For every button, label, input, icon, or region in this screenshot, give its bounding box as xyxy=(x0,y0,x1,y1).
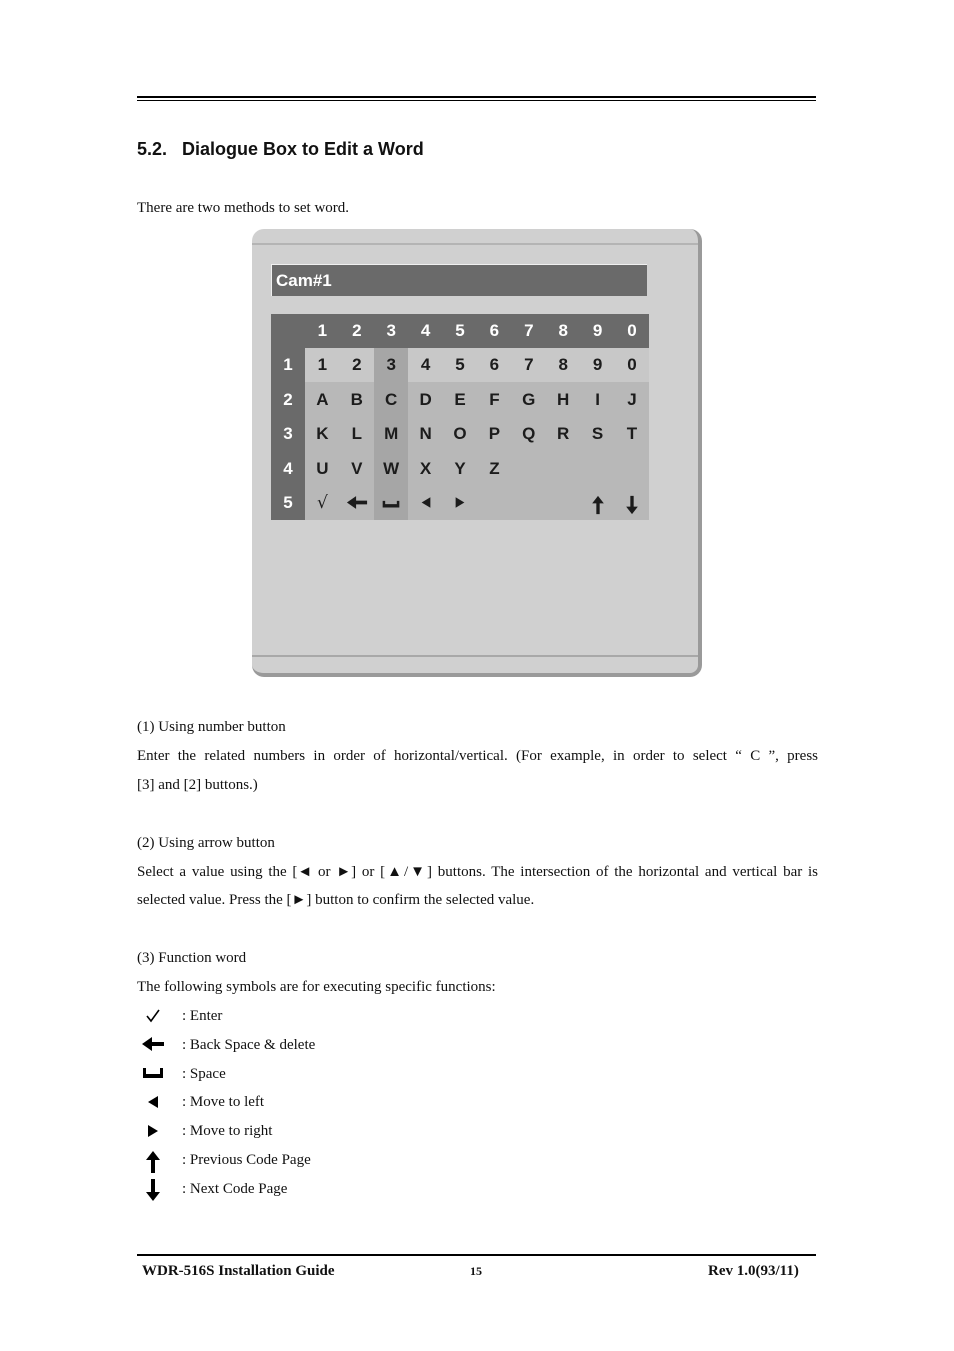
symbol-label-down: : Next Code Page xyxy=(182,1181,288,1197)
dialog-top-bevel xyxy=(252,243,698,245)
column-header-5: 5 xyxy=(455,321,465,340)
left-triangle-icon[interactable] xyxy=(409,486,443,520)
grid-cell-Z[interactable]: Z xyxy=(489,458,500,478)
method3-title: (3) Function word xyxy=(137,950,247,966)
grid-cell-K[interactable]: K xyxy=(316,424,329,444)
column-header-3: 3 xyxy=(386,321,396,340)
grid-cell-Q[interactable]: Q xyxy=(522,424,536,444)
grid-cell-D[interactable]: D xyxy=(419,389,432,409)
right-triangle-icon[interactable] xyxy=(443,486,477,520)
check-icon xyxy=(140,1007,166,1029)
row-header-4: 4 xyxy=(283,458,293,478)
grid-cell-1[interactable]: 1 xyxy=(317,355,328,375)
dialog-bottom-bevel xyxy=(252,655,698,657)
row-header-5: 5 xyxy=(283,493,293,512)
left-triangle-icon xyxy=(140,1094,166,1116)
grid-cell-C[interactable]: C xyxy=(385,389,398,409)
section-title: Dialogue Box to Edit a Word xyxy=(182,139,424,159)
edit-word-dialog xyxy=(252,229,702,677)
row-header-2: 2 xyxy=(283,389,293,409)
footer-rule xyxy=(137,1254,816,1256)
column-header-6: 6 xyxy=(489,321,500,340)
column-header-9: 9 xyxy=(592,321,603,340)
grid-cell-4[interactable]: 4 xyxy=(420,355,431,375)
method1-line2: [3] and [2] buttons.) xyxy=(137,777,258,793)
grid-cell-J[interactable]: J xyxy=(627,389,637,409)
intro-text: There are two methods to set word. xyxy=(137,200,350,216)
grid-cell-I[interactable]: I xyxy=(595,389,600,409)
footer-revision: Rev 1.0(93/11) xyxy=(708,1263,799,1279)
symbol-label-up: : Previous Code Page xyxy=(182,1152,311,1168)
column-header-2: 2 xyxy=(352,321,362,340)
symbol-label-space: : Space xyxy=(182,1066,226,1082)
grid-cell-Y[interactable]: Y xyxy=(454,458,466,478)
symbol-label-enter: : Enter xyxy=(182,1008,223,1024)
symbol-label-right: : Move to right xyxy=(182,1123,273,1139)
column-header-7: 7 xyxy=(524,321,534,340)
header-rule xyxy=(137,96,816,98)
grid-cell-M[interactable]: M xyxy=(384,424,399,444)
grid-cell-R[interactable]: R xyxy=(557,424,570,444)
grid-cell-S[interactable]: S xyxy=(591,424,604,444)
grid-cell-6[interactable]: 6 xyxy=(489,355,500,375)
method2-line2: selected value. Press the [►] button to confirm the selected value. xyxy=(137,892,535,908)
backspace-icon xyxy=(140,1036,166,1058)
dialog-title-bar: Cam#1 xyxy=(271,264,647,296)
column-header-8: 8 xyxy=(558,321,568,340)
symbol-label-left: : Move to left xyxy=(182,1094,265,1110)
grid-cell-O[interactable]: O xyxy=(453,424,467,444)
row-header-3: 3 xyxy=(283,424,293,444)
character-grid xyxy=(271,314,649,520)
method1-line1: Enter the related numbers in order of horizontal/vertical. (For example, in order to select “ C ”, press xyxy=(137,748,818,764)
section-number: 5.2. xyxy=(137,139,168,159)
footer-title: WDR-516S Installation Guide xyxy=(142,1263,335,1279)
grid-cell-T[interactable]: T xyxy=(626,424,638,444)
grid-cell-V[interactable]: V xyxy=(351,458,363,478)
grid-cell-9[interactable]: 9 xyxy=(592,355,603,375)
grid-cell-2[interactable]: 2 xyxy=(352,355,362,375)
grid-cell-L[interactable]: L xyxy=(351,424,362,444)
column-header-4: 4 xyxy=(420,321,431,340)
symbol-label-backspace: : Back Space & delete xyxy=(182,1037,316,1053)
down-arrow-icon[interactable] xyxy=(615,486,649,520)
column-header-1: 1 xyxy=(317,321,328,340)
grid-cell-F[interactable]: F xyxy=(489,389,500,409)
grid-cell-P[interactable]: P xyxy=(488,424,501,444)
grid-cell-A[interactable]: A xyxy=(316,389,329,409)
grid-cell-U[interactable]: U xyxy=(316,458,329,478)
grid-cell-W[interactable]: W xyxy=(383,458,400,478)
grid-cell-7[interactable]: 7 xyxy=(524,355,534,375)
section-heading xyxy=(137,139,424,160)
grid-cell-0[interactable]: 0 xyxy=(627,355,637,375)
method1-title: (1) Using number button xyxy=(137,719,286,735)
grid-cell-X[interactable]: X xyxy=(419,458,432,478)
grid-cell-8[interactable]: 8 xyxy=(558,355,568,375)
method2-title: (2) Using arrow button xyxy=(137,835,275,851)
grid-cell-H[interactable]: H xyxy=(557,389,570,409)
header-rule-thin xyxy=(137,100,816,101)
column-header-0: 0 xyxy=(627,321,637,340)
grid-cell-N[interactable]: N xyxy=(419,424,432,444)
grid-cell-B[interactable]: B xyxy=(350,389,363,409)
method3-intro: The following symbols are for executing specific functions: xyxy=(137,979,496,995)
space-icon xyxy=(140,1065,166,1087)
up-arrow-icon xyxy=(140,1150,166,1172)
row-header-1: 1 xyxy=(283,355,293,375)
grid-cell-3[interactable]: 3 xyxy=(386,355,396,375)
backspace-icon[interactable] xyxy=(340,486,374,520)
grid-cell-E[interactable]: E xyxy=(454,389,466,409)
check-icon[interactable]: √ xyxy=(316,493,328,513)
right-triangle-icon xyxy=(140,1123,166,1145)
space-icon[interactable] xyxy=(374,486,408,520)
grid-cell-5[interactable]: 5 xyxy=(455,355,465,375)
up-arrow-icon[interactable] xyxy=(581,486,615,520)
grid-cell-G[interactable]: G xyxy=(522,389,536,409)
down-arrow-icon xyxy=(140,1178,166,1200)
method2-line1: Select a value using the [◄ or ►] or [▲/▼] buttons. The intersection of the horizontal and vertical bar is xyxy=(137,864,818,880)
page-number: 15 xyxy=(470,1264,482,1278)
